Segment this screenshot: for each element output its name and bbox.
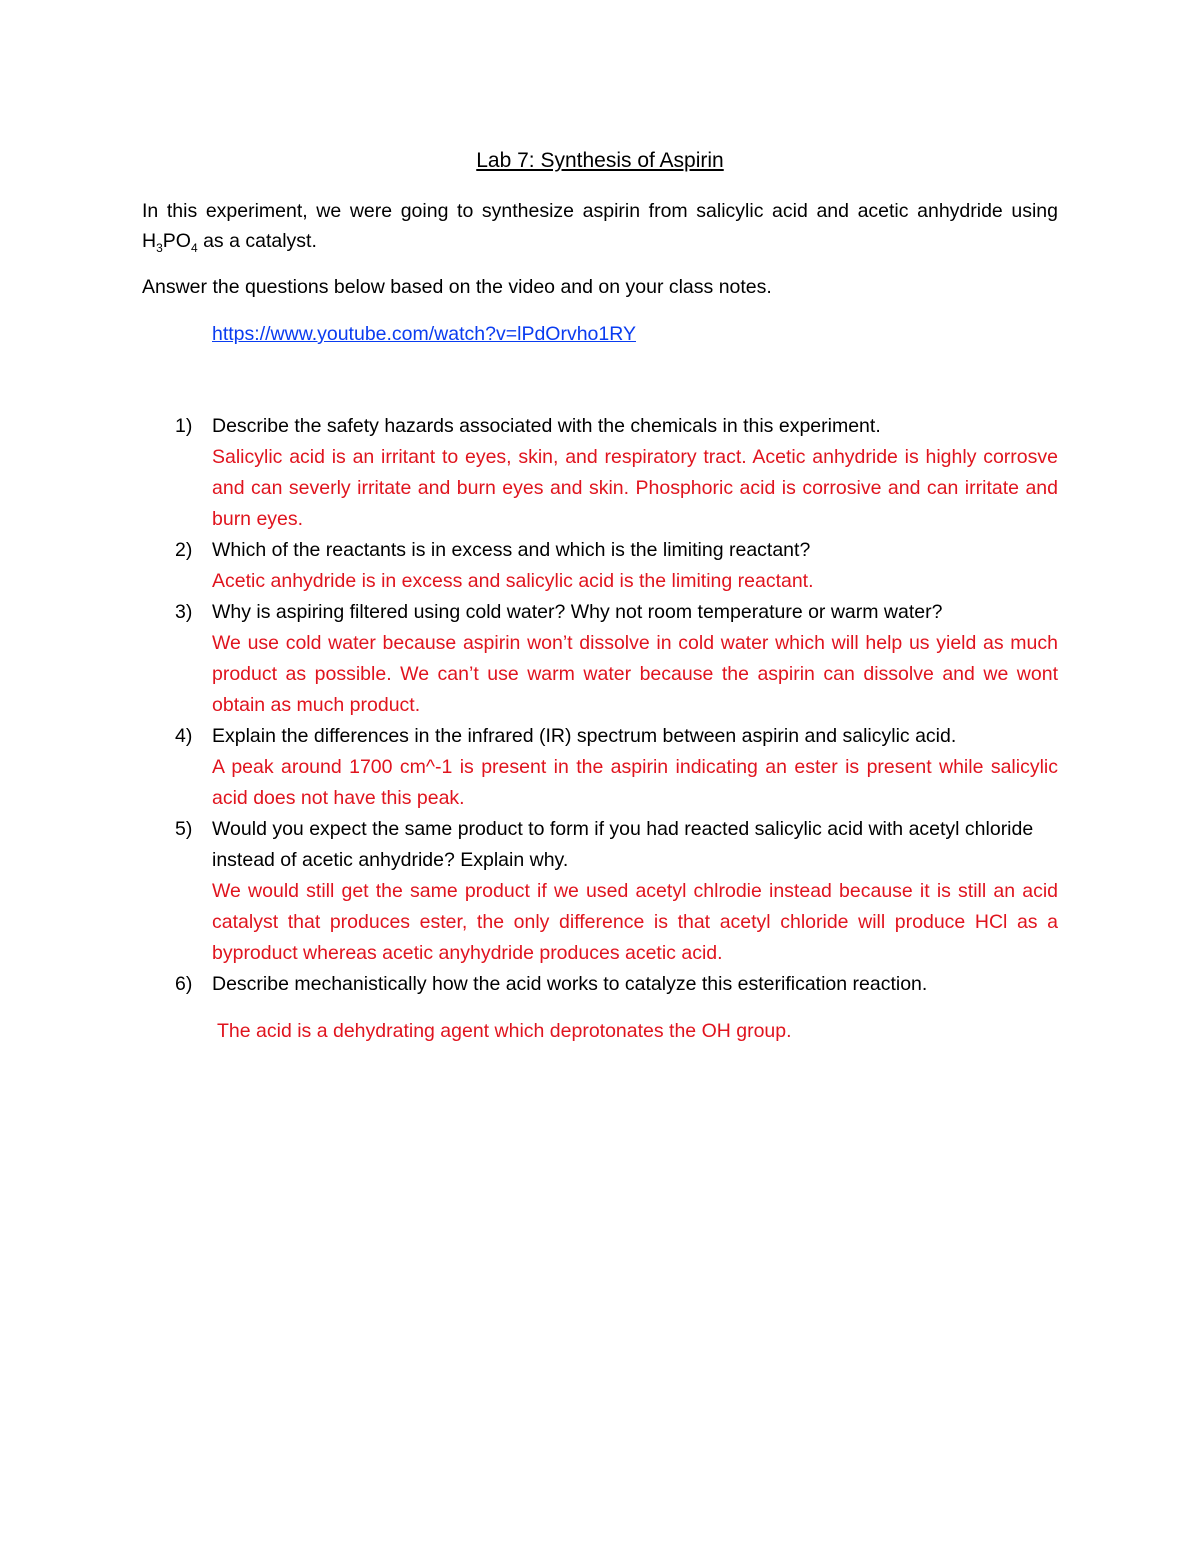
page-title: Lab 7: Synthesis of Aspirin bbox=[476, 149, 724, 172]
question-number: 6) bbox=[175, 973, 193, 995]
intro-text: In this experiment, we were going to synthesize aspirin from salicylic acid and acetic anhydride using H bbox=[142, 200, 1058, 252]
question-text: Which of the reactants is in excess and which is the limiting reactant? bbox=[212, 539, 811, 561]
answer-text: The acid is a dehydrating agent which deprotonates the OH group. bbox=[217, 1020, 792, 1042]
question-number: 1) bbox=[175, 415, 193, 437]
question-text: Why is aspiring filtered using cold water? Why not room temperature or warm water? bbox=[212, 601, 943, 623]
question-number: 3) bbox=[175, 601, 193, 623]
question-item-5 bbox=[0, 814, 1200, 969]
question-text: Describe mechanistically how the acid works to catalyze this esterification reaction. bbox=[212, 973, 928, 995]
video-link[interactable]: https://www.youtube.com/watch?v=lPdOrvho1RY bbox=[212, 323, 636, 345]
question-number: 5) bbox=[175, 818, 193, 840]
answer-text: Salicylic acid is an irritant to eyes, skin, and respiratory tract. Acetic anhydride is highly corrosve and can severly irritate and burn eyes and skin. Phosphoric acid is corrosive and can irritate and burn eyes. bbox=[212, 446, 1058, 530]
question-item-3 bbox=[0, 597, 1200, 721]
intro-text-middle: PO bbox=[162, 230, 191, 252]
intro-text-after: as a catalyst. bbox=[197, 230, 317, 252]
question-text: Describe the safety hazards associated with the chemicals in this experiment. bbox=[212, 415, 881, 437]
answer-text: We would still get the same product if we used acetyl chlrodie instead because it is still an acid catalyst that produces ester, the only difference is that acetyl chloride will produce HCl as a byproduct whereas acetic anyhydride produces acetic acid. bbox=[212, 880, 1058, 964]
answer-text: Acetic anhydride is in excess and salicylic acid is the limiting reactant. bbox=[212, 570, 814, 592]
answer-text: A peak around 1700 cm^-1 is present in the aspirin indicating an ester is present while salicylic acid does not have this peak. bbox=[212, 756, 1058, 809]
question-item-2 bbox=[0, 535, 1200, 597]
question-text: Would you expect the same product to form if you had reacted salicylic acid with acetyl chloride instead of acetic anhydride? Explain why. bbox=[212, 818, 1034, 871]
question-item-6 bbox=[0, 969, 1200, 1047]
question-number: 4) bbox=[175, 725, 193, 747]
question-item-4 bbox=[0, 721, 1200, 814]
question-number: 2) bbox=[175, 539, 193, 561]
intro-paragraph bbox=[142, 196, 1058, 256]
intro-subscript-1: 3 bbox=[156, 240, 163, 255]
instructions-text: Answer the questions below based on the video and on your class notes. bbox=[142, 276, 772, 298]
intro-subscript-2: 4 bbox=[190, 240, 198, 255]
question-list bbox=[0, 411, 1200, 1047]
question-item-1 bbox=[0, 411, 1200, 535]
answer-text: We use cold water because aspirin won’t dissolve in cold water which will help us yield as much product as possible. We can’t use warm water because the aspirin can dissolve and we wont obtain as much product. bbox=[212, 632, 1058, 716]
question-text: Explain the differences in the infrared (IR) spectrum between aspirin and salicylic acid. bbox=[212, 725, 957, 747]
